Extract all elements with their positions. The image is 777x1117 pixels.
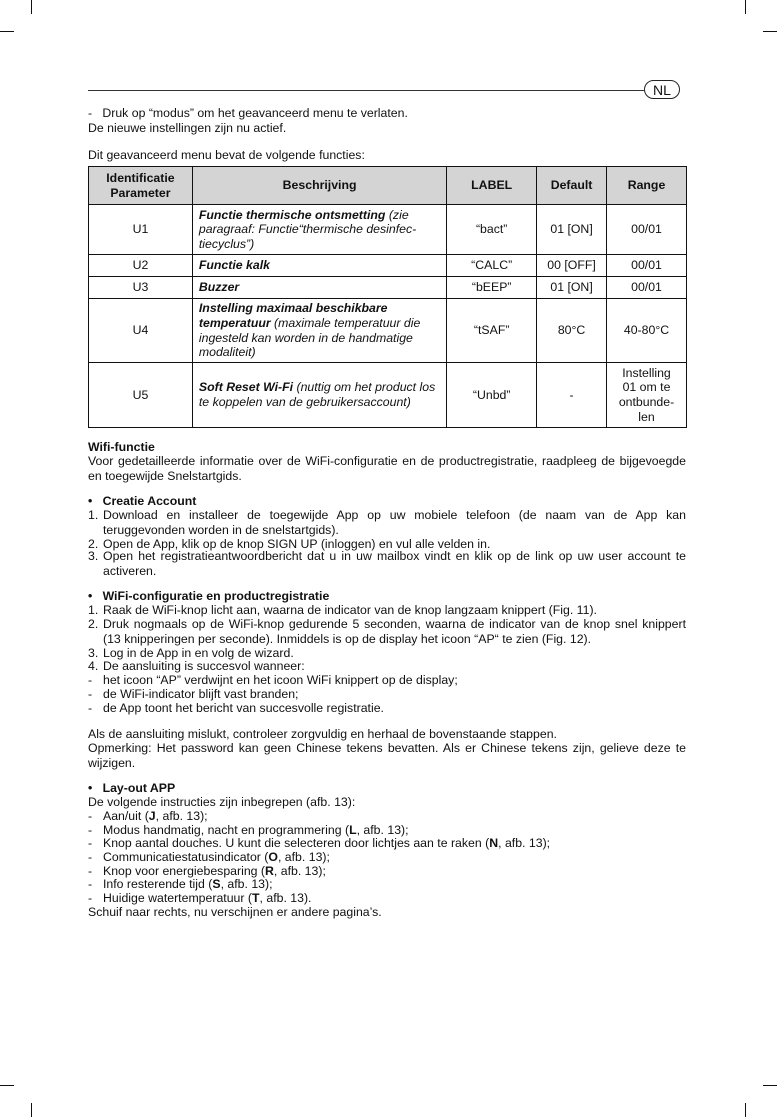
account-title: • Creatie Account: [88, 494, 197, 508]
config-title: • WiFi-configuratie en productregistratie: [88, 589, 330, 603]
layout-app-title: • Lay-out APP: [88, 781, 176, 795]
header-description: Beschrijving: [192, 167, 446, 205]
cell-label: “CALC”: [447, 255, 537, 277]
layout-app-intro: De volgende instructies zijn inbegrepen (afb. 13):: [88, 795, 356, 809]
list-item: - Aan/uit (J, afb. 13);: [88, 809, 208, 823]
crop-mark: [745, 1103, 746, 1117]
cell-id: U3: [89, 277, 193, 299]
list-item: 3. Log in de App in en volg de wizard.: [88, 646, 294, 660]
parameter-table: [88, 166, 687, 428]
header-id: Identificatie Parameter: [89, 167, 193, 205]
list-item: - het icoon “AP” verdwijnt en het icoon WiFi knippert op de display;: [88, 673, 458, 687]
list-item: - de App toont het bericht van succesvolle registratie.: [88, 701, 384, 715]
cell-description: Functie kalk: [192, 255, 446, 277]
cell-label: “bact”: [447, 205, 537, 255]
cell-id: U5: [89, 363, 193, 428]
cell-default: 80°C: [537, 299, 607, 363]
cell-range: 00/01: [607, 277, 687, 299]
table-row: [89, 205, 687, 255]
list-item: 1. Raak de WiFi-knop licht aan, waarna de indicator van de knop langzaam knippert (Fig. 11).: [88, 603, 597, 617]
cell-range: Instelling 01 om te ontbunde- len: [607, 363, 687, 428]
intro-line-2: De nieuwe instellingen zijn nu actief.: [88, 121, 287, 135]
cell-default: -: [537, 363, 607, 428]
list-item: - Modus handmatig, nacht en programmering (L, afb. 13);: [88, 823, 409, 837]
crop-mark: [763, 1085, 777, 1086]
list-item: 3. Open het registratieantwoordbericht dat u in uw mailbox vindt en klik op de link op uw user account te activeren.: [88, 549, 686, 578]
list-item: 2. Druk nogmaals op de WiFi-knop gedurende 5 seconden, waarna de indicator van de knop snel knippert (13 knipperingen per seconde). Inmiddels is op de display het icoon “AP“ te zien (Fig. 12).: [88, 617, 686, 646]
intro-text: Druk op “modus” om het geavanceerd menu te verlaten.: [102, 106, 408, 120]
crop-mark: [0, 1085, 14, 1086]
list-item: - Communicatiestatusindicator (O, afb. 13);: [88, 850, 330, 864]
crop-mark: [763, 31, 777, 32]
header-label: LABEL: [447, 167, 537, 205]
table-row: [89, 363, 687, 428]
cell-default: 00 [OFF]: [537, 255, 607, 277]
list-item: 2. Open de App, klik op de knop SIGN UP (inloggen) en vul alle velden in.: [88, 537, 491, 551]
list-item: - de WiFi-indicator blijft vast branden;: [88, 687, 299, 701]
table-row: [89, 299, 687, 363]
cell-range: 00/01: [607, 255, 687, 277]
crop-mark: [0, 31, 14, 32]
cell-default: 01 [ON]: [537, 205, 607, 255]
cell-description: Functie thermische ontsmetting (zie paragraaf: Functie“thermische desinfec-tiecyclus”): [192, 205, 446, 255]
failure-line: Als de aansluiting mislukt, controleer zorgvuldig en herhaal de bovenstaande stappen.: [88, 727, 557, 741]
header-default: Default: [537, 167, 607, 205]
list-item: - Knop voor energiebesparing (R, afb. 13);: [88, 864, 326, 878]
crop-mark: [31, 0, 32, 14]
list-item: - Huidige watertemperatuur (T, afb. 13).: [88, 891, 312, 905]
cell-label: “Unbd”: [447, 363, 537, 428]
cell-description: Buzzer: [192, 277, 446, 299]
crop-mark: [745, 0, 746, 14]
cell-default: 01 [ON]: [537, 277, 607, 299]
table-header-row: [89, 167, 687, 205]
table-intro: Dit geavanceerd menu bevat de volgende functies:: [88, 148, 365, 162]
list-item: 1. Download en installeer de toegewijde App op uw mobiele telefoon (de naam van de App kan teruggevonden worden in de snelstartgids).: [88, 508, 686, 537]
list-item: - Info resterende tijd (S, afb. 13);: [88, 877, 273, 891]
cell-description: Soft Reset Wi-Fi (nuttig om het product los te koppelen van de gebruikersaccount): [192, 363, 446, 428]
table-row: [89, 255, 687, 277]
cell-id: U2: [89, 255, 193, 277]
cell-label: “tSAF”: [447, 299, 537, 363]
cell-description: Instelling maximaal beschikbare temperatuur (maximale temperatuur die ingesteld kan worden in de handmatige modaliteit): [192, 299, 446, 363]
cell-id: U4: [89, 299, 193, 363]
wifi-title: Wifi-functie: [88, 440, 155, 454]
cell-label: “bEEP”: [447, 277, 537, 299]
list-item: 4. De aansluiting is succesvol wanneer:: [88, 659, 305, 673]
language-badge: NL: [644, 80, 680, 99]
note-line: Opmerking: Het password kan geen Chinese tekens bevatten. Als er Chinese tekens zijn, gelieve deze te wijzigen.: [88, 741, 686, 770]
cell-range: 40-80°C: [607, 299, 687, 363]
crop-mark: [31, 1103, 32, 1117]
cell-id: U1: [89, 205, 193, 255]
header-range: Range: [607, 167, 687, 205]
wifi-text: Voor gedetailleerde informatie over de WiFi-configuratie en de productregistratie, raadpleeg de bijgevoegde en toegewijde Snelstartgids.: [88, 454, 686, 483]
layout-app-outro: Schuif naar rechts, nu verschijnen er andere pagina’s.: [88, 905, 382, 919]
header-rule: [88, 90, 644, 91]
intro-line-1: [88, 106, 686, 121]
list-item: - Knop aantal douches. U kunt die selecteren door lichtjes aan te raken (N, afb. 13);: [88, 836, 551, 850]
cell-range: 00/01: [607, 205, 687, 255]
dash: -: [88, 106, 93, 120]
table-row: [89, 277, 687, 299]
